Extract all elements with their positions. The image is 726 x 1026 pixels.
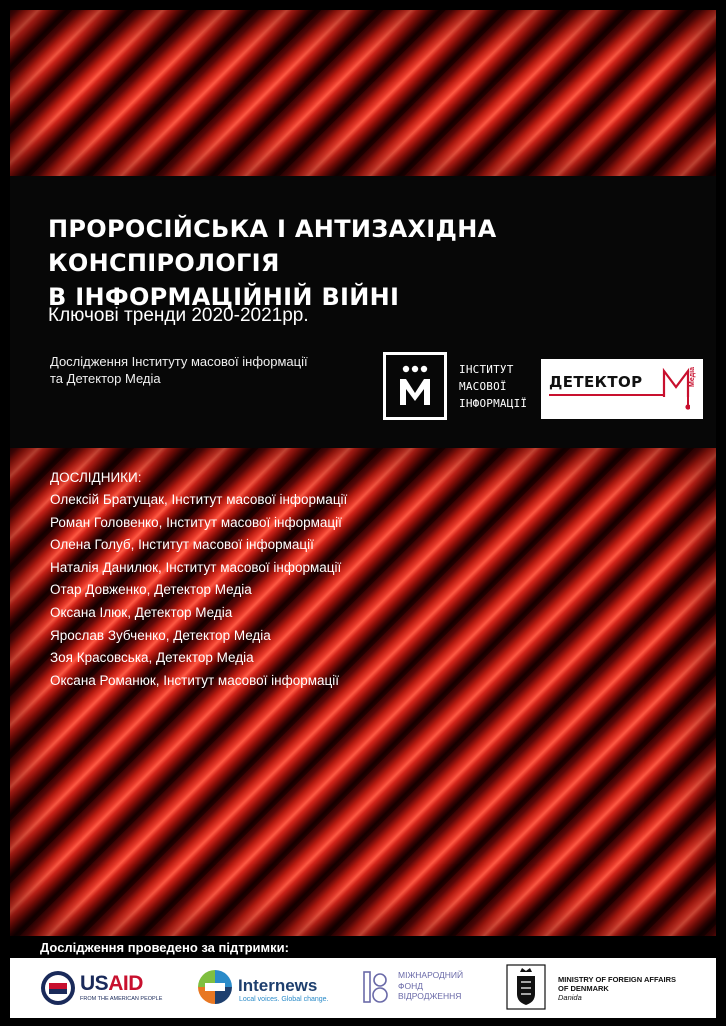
- irf-mark-icon: [362, 970, 390, 1006]
- report-subtitle: Ключові тренди 2020-2021рр.: [48, 305, 309, 326]
- usaid-wordmark: [80, 972, 143, 996]
- denmark-line-2: OF DENMARK: [558, 984, 609, 993]
- study-note-line-1: Дослідження Інституту масової інформації: [50, 354, 308, 369]
- imi-logo-line-1: ІНСТИТУТ: [459, 363, 514, 376]
- irf-line-2: ФОНД: [398, 980, 423, 991]
- imi-logo-mark: [383, 352, 447, 420]
- report-title-line-1: ПРОРОСІЙСЬКА І АНТИЗАХІДНА КОНСПІРОЛОГІЯ: [48, 215, 497, 277]
- denmark-mfa-logo: [506, 964, 706, 1012]
- author-item: Отар Довженко, Детектор Медіа: [50, 582, 252, 598]
- danida-label: Danida: [558, 993, 582, 1002]
- author-item: Зоя Красовська, Детектор Медіа: [50, 650, 254, 666]
- report-title: [48, 212, 688, 314]
- author-item: Олена Голуб, Інститут масової інформації: [50, 537, 314, 553]
- detector-logo-media: Медіа: [689, 367, 696, 388]
- usaid-seal-icon: [40, 970, 76, 1006]
- internews-tagline: Local voices. Global change.: [239, 996, 329, 1003]
- irf-line-1: МІЖНАРОДНИЙ: [398, 970, 464, 980]
- author-item: Наталія Данилюк, Інститут масової інформації: [50, 559, 342, 575]
- author-item: Олексій Братущак, Інститут масової інформації: [50, 492, 348, 507]
- imi-logo: [383, 352, 528, 424]
- usaid-us: US: [80, 972, 109, 995]
- author-item: Роман Головенко, Інститут масової інформації: [50, 514, 342, 530]
- usaid-aid: AID: [108, 972, 143, 995]
- detector-logo-underline: [549, 394, 663, 396]
- author-item: Ярослав Зубченко, Детектор Медіа: [50, 627, 271, 643]
- denmark-line-1: MINISTRY OF FOREIGN AFFAIRS: [558, 975, 677, 984]
- imi-logo-line-2: МАСОВОЇ: [459, 380, 507, 393]
- detector-media-logo: [541, 359, 703, 419]
- author-item: Оксана Ілюк, Детектор Медіа: [50, 604, 233, 620]
- red-stripe-texture-top: [10, 10, 716, 176]
- denmark-mfa-wordmark: [558, 975, 676, 1002]
- authors-heading: ДОСЛІДНИКИ:: [50, 470, 142, 485]
- study-note-line-2: та Детектор Медіа: [50, 371, 161, 386]
- usaid-logo: [40, 968, 190, 1008]
- detector-m-icon: [662, 365, 690, 411]
- internews-logo: [196, 966, 336, 1010]
- detector-logo-word: ДЕТЕКТОР: [549, 373, 643, 391]
- study-note: [50, 353, 370, 387]
- sponsor-logo-strip: [10, 958, 716, 1018]
- authors-section: [50, 467, 347, 692]
- irf-line-3: ВІДРОДЖЕННЯ: [398, 991, 462, 1001]
- imi-m-glyph-icon: [386, 355, 444, 417]
- irf-logo: [362, 968, 492, 1012]
- internews-wordmark: Internews: [238, 976, 318, 995]
- report-title-line-2: В ІНФОРМАЦІЙНІЙ ВІЙНІ: [48, 283, 400, 311]
- internews-mark-icon: [196, 968, 234, 1006]
- author-item: Оксана Романюк, Інститут масової інформації: [50, 672, 340, 688]
- support-label: Дослідження проведено за підтримки:: [40, 940, 289, 955]
- danish-crest-icon: [506, 964, 546, 1010]
- imi-logo-line-3: ІНФОРМАЦІЇ: [459, 397, 528, 410]
- imi-logo-text: [459, 361, 527, 412]
- irf-wordmark: [398, 970, 463, 1002]
- usaid-tagline: FROM THE AMERICAN PEOPLE: [80, 996, 163, 1002]
